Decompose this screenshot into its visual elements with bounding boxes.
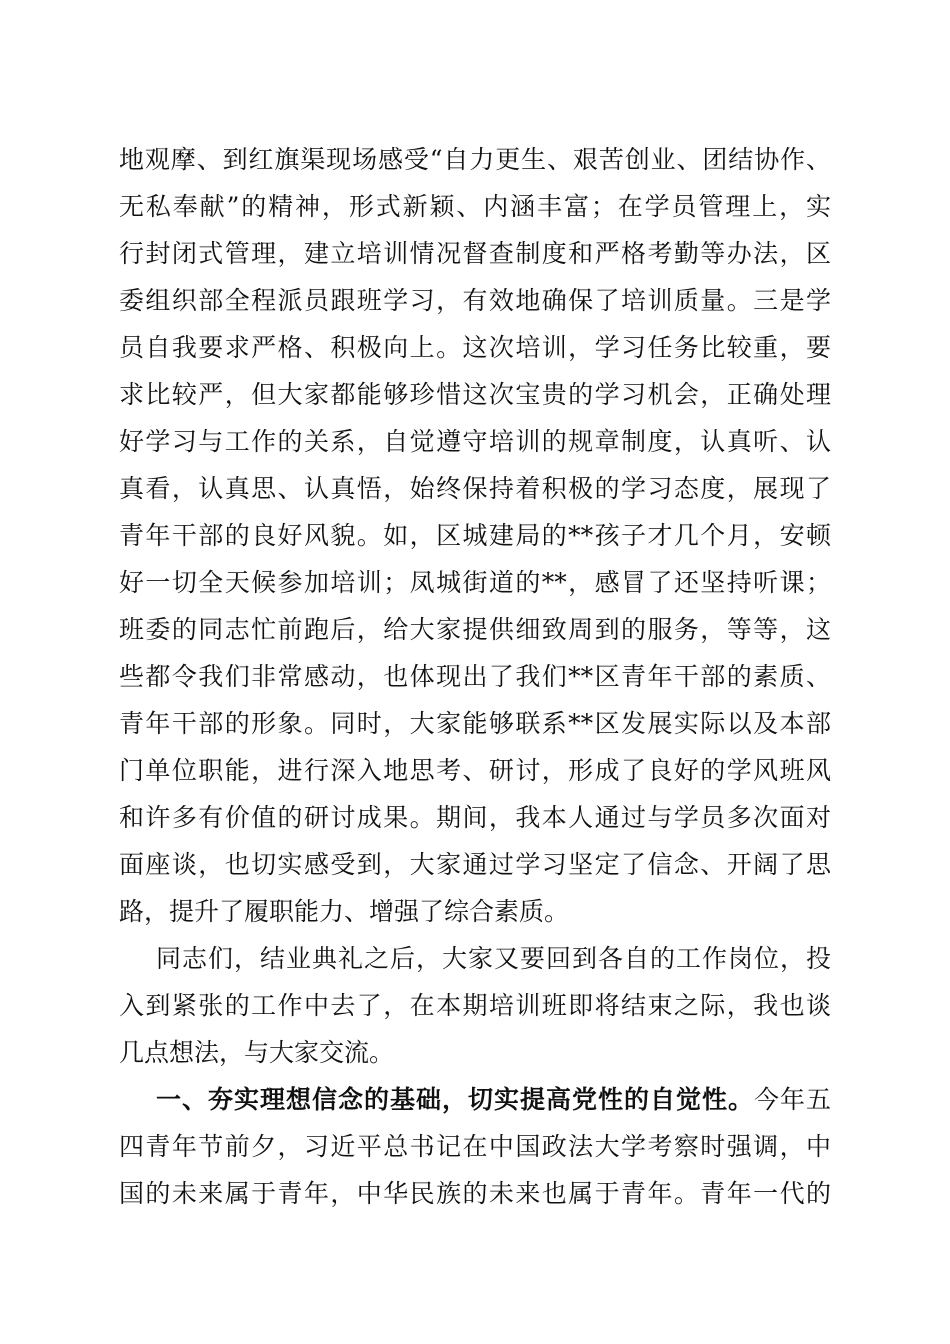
paragraph-line: 面座谈，也切实感受到，大家通过学习坚定了信念、开阔了思 (119, 850, 831, 879)
paragraph-line: 几点想法，与大家交流。 (119, 1038, 395, 1067)
paragraph-3 (119, 1076, 831, 1217)
paragraph-line: 路，提升了履职能力、增强了综合素质。 (119, 897, 570, 926)
paragraph-line: 好学习与工作的关系，自觉遵守培训的规章制度，认真听、认 (119, 427, 831, 456)
paragraph-line: 好一切全天候参加培训；凤城街道的**，感冒了还坚持听课； (119, 568, 831, 597)
paragraph-line: 门单位职能，进行深入地思考、研讨，形成了良好的学风班风 (119, 756, 831, 785)
paragraph-line: 班委的同志忙前跑后，给大家提供细致周到的服务，等等，这 (119, 615, 831, 644)
paragraph-line: 和许多有价值的研讨成果。期间，我本人通过与学员多次面对 (119, 803, 831, 832)
paragraph-line: 委组织部全程派员跟班学习，有效地确保了培训质量。三是学 (119, 286, 831, 315)
paragraph-line: 四青年节前夕，习近平总书记在中国政法大学考察时强调，中 (119, 1132, 831, 1161)
paragraph-line: 入到紧张的工作中去了，在本期培训班即将结束之际，我也谈 (119, 991, 831, 1020)
paragraph-line: 青年干部的良好风貌。如，区城建局的**孩子才几个月，安顿 (119, 521, 831, 550)
paragraph-line: 青年干部的形象。同时，大家能够联系**区发展实际以及本部 (119, 709, 831, 738)
paragraph-line: 行封闭式管理，建立培训情况督查制度和严格考勤等办法，区 (119, 239, 831, 268)
document-body (119, 136, 831, 1217)
section-heading: 一、夯实理想信念的基础，切实提高党性的自觉性。 (156, 1085, 754, 1114)
paragraph-line: 同志们，结业典礼之后，大家又要回到各自的工作岗位，投 (156, 944, 831, 973)
paragraph-line: 员自我要求严格、积极向上。这次培训，学习任务比较重，要 (119, 333, 831, 362)
paragraph-line: 真看，认真思、认真悟，始终保持着积极的学习态度，展现了 (119, 474, 831, 503)
paragraph-line: 地观摩、到红旗渠现场感受“自力更生、艰苦创业、团结协作、 (119, 145, 831, 174)
paragraph-line: 国的未来属于青年，中华民族的未来也属于青年。青年一代的 (119, 1179, 831, 1208)
paragraph-line: 无私奉献”的精神，形式新颖、内涵丰富；在学员管理上，实 (119, 192, 831, 221)
paragraph-line: 求比较严，但大家都能够珍惜这次宝贵的学习机会，正确处理 (119, 380, 831, 409)
paragraph-line: 些都令我们非常感动，也体现出了我们**区青年干部的素质、 (119, 662, 831, 691)
section-heading-tail: 今年五 (753, 1085, 831, 1114)
paragraph-1 (119, 136, 831, 935)
section-heading-line (119, 1076, 831, 1123)
paragraph-2 (119, 935, 831, 1076)
